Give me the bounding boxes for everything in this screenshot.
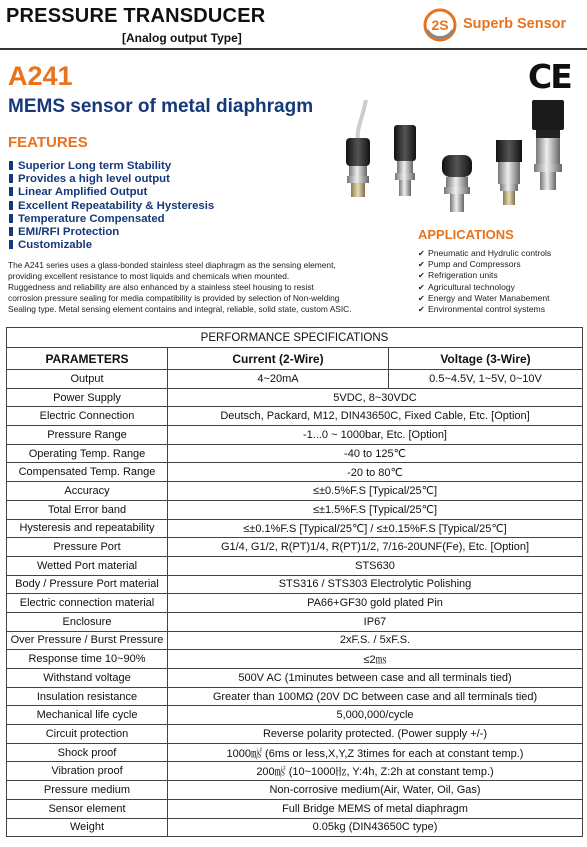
application-text: Environmental control systems <box>428 304 546 315</box>
application-text: Pump and Compressors <box>428 259 521 270</box>
row-label: Over Pressure / Burst Pressure <box>7 631 168 650</box>
document-subtitle: [Analog output Type] <box>122 31 242 45</box>
application-item <box>418 304 551 315</box>
application-text: Pneumatic and Hydrulic controls <box>428 248 552 258</box>
row-label: Hysteresis and repeatability <box>7 519 168 538</box>
feature-item <box>9 173 214 186</box>
row-value: 0.05kg (DIN43650C type) <box>168 818 583 837</box>
description-line: Ruggedness and reliability are also enhanced by a stainless steel housing to resist <box>8 281 314 292</box>
feature-text: Superior Long term Stability <box>18 160 172 172</box>
row-value: Non-corrosive medium(Air, Water, Oil, Gas) <box>168 781 583 800</box>
row-value: -40 to 125℃ <box>168 444 583 463</box>
row-value: Greater than 100MΩ (20V DC between case and all terminals tied) <box>168 687 583 706</box>
output-voltage-value: 0.5~4.5V, 1~5V, 0~10V <box>389 370 583 389</box>
header-current: Current (2-Wire) <box>168 348 389 370</box>
table-row <box>7 407 583 426</box>
row-value: ≤±0.1%F.S [Typical/25℃] / ≤±0.15%F.S [Typical/25℃] <box>168 519 583 538</box>
bullet-icon <box>9 227 13 236</box>
table-row <box>7 388 583 407</box>
applications-list <box>418 248 551 315</box>
header-voltage: Voltage (3-Wire) <box>389 348 583 370</box>
row-value: 5,000,000/cycle <box>168 706 583 725</box>
table-row <box>7 781 583 800</box>
table-row <box>7 687 583 706</box>
check-icon: ✔ <box>418 271 425 281</box>
table-row <box>7 799 583 818</box>
logo-mark-text: 2S <box>431 17 449 33</box>
document-title: PRESSURE TRANSDUCER <box>6 5 266 27</box>
row-value: Reverse polarity protected. (Power supply +/-) <box>168 725 583 744</box>
table-row <box>7 444 583 463</box>
bullet-icon <box>9 161 13 170</box>
superb-sensor-logo-icon <box>423 8 459 42</box>
product-description <box>8 260 408 315</box>
applications-heading: APPLICATIONS <box>418 227 514 242</box>
table-row <box>7 500 583 519</box>
table-row <box>7 669 583 688</box>
row-value: PA66+GF30 gold plated Pin <box>168 594 583 613</box>
bullet-icon <box>9 201 13 210</box>
row-label: Weight <box>7 818 168 837</box>
application-item <box>418 293 551 304</box>
description-line: corrosion pressure sealing for media compatibility is provided by selection of Non-welding <box>8 292 340 303</box>
feature-item <box>9 186 214 199</box>
check-icon: ✔ <box>418 293 425 303</box>
sensor-3-image <box>442 155 472 212</box>
row-label: Insulation resistance <box>7 687 168 706</box>
sensor-2-image <box>394 125 416 196</box>
row-label: Withstand voltage <box>7 669 168 688</box>
check-icon: ✔ <box>418 282 425 292</box>
table-row <box>7 612 583 631</box>
feature-text: Linear Amplified Output <box>18 186 148 199</box>
model-number: A241 <box>8 61 73 91</box>
row-value: ≤±1.5%F.S [Typical/25℃] <box>168 500 583 519</box>
brand-logo <box>423 8 583 42</box>
application-text: Agricultural technology <box>428 281 515 292</box>
row-value: 1000㎨ (6ms or less,X,Y,Z 3times for each at constant temp.) <box>168 743 583 762</box>
header-divider <box>0 48 587 50</box>
feature-text: EMI/RFI Protection <box>18 225 120 238</box>
feature-text: Customizable <box>18 239 93 252</box>
row-label: Vibration proof <box>7 762 168 781</box>
row-label: Total Error band <box>7 500 168 519</box>
row-label: Enclosure <box>7 612 168 631</box>
bullet-icon <box>9 240 13 249</box>
table-row <box>7 725 583 744</box>
application-item <box>418 270 551 281</box>
bullet-icon <box>9 214 13 223</box>
row-value: 2xF.S. / 5xF.S. <box>168 631 583 650</box>
row-label: Shock proof <box>7 743 168 762</box>
row-label: Pressure Port <box>7 538 168 557</box>
sensor-5-image <box>532 100 564 190</box>
table-row <box>7 556 583 575</box>
row-value: 5VDC, 8~30VDC <box>168 388 583 407</box>
application-item <box>418 259 551 270</box>
row-value: Full Bridge MEMS of metal diaphragm <box>168 799 583 818</box>
description-line: Sealing type. Metal sensing element contains and integral, reliable, solid state, custom ASIC. <box>8 303 352 314</box>
description-line: The A241 series uses a glass-bonded stainless steel diaphragm as the sensing element, <box>8 260 336 270</box>
row-label: Power Supply <box>7 388 168 407</box>
bullet-icon <box>9 174 13 183</box>
table-row <box>7 762 583 781</box>
row-value: 200㎨ (10~1000㎐, Y:4h, Z:2h at constant temp.) <box>168 762 583 781</box>
application-item <box>418 248 551 259</box>
row-label: Wetted Port material <box>7 556 168 575</box>
row-value: IP67 <box>168 612 583 631</box>
row-label: Pressure medium <box>7 781 168 800</box>
row-label: Operating Temp. Range <box>7 444 168 463</box>
product-photo <box>336 100 586 222</box>
application-item <box>418 282 551 293</box>
check-icon: ✔ <box>418 249 425 258</box>
row-label: Pressure Range <box>7 426 168 445</box>
table-caption-row <box>7 328 583 348</box>
application-text: Refrigeration units <box>428 270 498 281</box>
row-value: G1/4, G1/2, R(PT)1/4, R(PT)1/2, 7/16-20UNF(Fe), Etc. [Option] <box>168 538 583 557</box>
feature-item <box>9 239 214 252</box>
table-row <box>7 463 583 482</box>
feature-text: Provides a high level output <box>18 173 170 186</box>
table-row <box>7 575 583 594</box>
row-value: ≤2㎳ <box>168 650 583 669</box>
table-row <box>7 818 583 837</box>
feature-item <box>9 213 214 226</box>
row-label: Output <box>7 370 168 389</box>
feature-text: Temperature Compensated <box>18 212 165 225</box>
row-value: -1...0 ~ 1000bar, Etc. [Option] <box>168 426 583 445</box>
table-caption: PERFORMANCE SPECIFICATIONS <box>7 328 583 348</box>
table-row <box>7 706 583 725</box>
check-icon: ✔ <box>418 305 425 315</box>
header-parameters: PARAMETERS <box>7 348 168 370</box>
sensor-1-image <box>346 138 370 197</box>
table-row <box>7 370 583 389</box>
features-heading: FEATURES <box>8 134 88 151</box>
table-row <box>7 538 583 557</box>
table-row <box>7 650 583 669</box>
row-label: Response time 10~90% <box>7 650 168 669</box>
row-value: STS630 <box>168 556 583 575</box>
row-label: Body / Pressure Port material <box>7 575 168 594</box>
feature-item <box>9 226 214 239</box>
table-row <box>7 426 583 445</box>
features-list <box>9 160 214 252</box>
table-row <box>7 594 583 613</box>
feature-text: Excellent Repeatability & Hysteresis <box>18 199 215 212</box>
row-label: Circuit protection <box>7 725 168 744</box>
ce-certification-mark: CE <box>528 57 571 96</box>
row-value: STS316 / STS303 Electrolytic Polishing <box>168 575 583 594</box>
sensor-4-image <box>496 140 522 205</box>
row-label: Accuracy <box>7 482 168 501</box>
output-current-value: 4~20mA <box>168 370 389 389</box>
table-row <box>7 743 583 762</box>
table-header-row <box>7 348 583 370</box>
feature-item <box>9 200 214 213</box>
application-text: Energy and Water Manabement <box>428 292 550 303</box>
row-value: Deutsch, Packard, M12, DIN43650C, Fixed Cable, Etc. [Option] <box>168 407 583 426</box>
description-line: providing excellent resistance to most liquids and chemicals when mounted. <box>8 270 290 281</box>
table-row <box>7 519 583 538</box>
row-label: Electric connection material <box>7 594 168 613</box>
performance-specifications-table <box>6 327 583 837</box>
table-row <box>7 631 583 650</box>
product-subtitle: MEMS sensor of metal diaphragm <box>8 96 314 117</box>
feature-item <box>9 160 214 173</box>
table-row <box>7 482 583 501</box>
row-label: Mechanical life cycle <box>7 706 168 725</box>
check-icon: ✔ <box>418 260 425 270</box>
row-label: Compensated Temp. Range <box>7 463 168 482</box>
bullet-icon <box>9 187 13 196</box>
row-value: 500V AC (1minutes between case and all terminals tied) <box>168 669 583 688</box>
brand-name: Superb Sensor <box>463 16 567 32</box>
row-label: Electric Connection <box>7 407 168 426</box>
row-label: Sensor element <box>7 799 168 818</box>
row-value: -20 to 80℃ <box>168 463 583 482</box>
row-value: ≤±0.5%F.S [Typical/25℃] <box>168 482 583 501</box>
